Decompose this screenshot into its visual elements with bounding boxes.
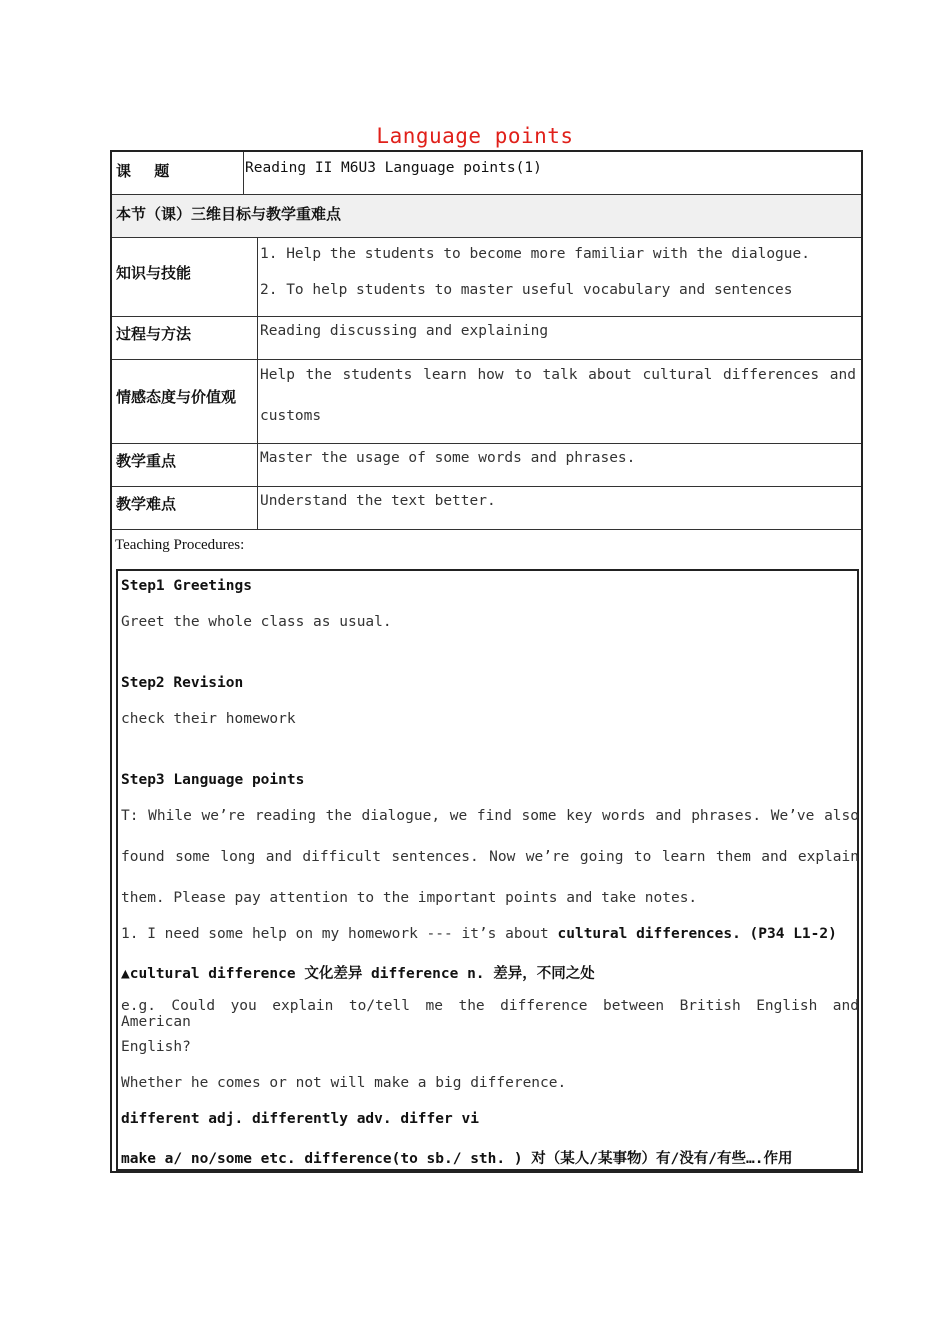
attitude-label: 情感态度与价值观 bbox=[116, 388, 237, 406]
key-points-row bbox=[112, 444, 861, 487]
teaching-procedures-label: Teaching Procedures: bbox=[115, 537, 245, 553]
process-row bbox=[112, 317, 861, 360]
word-forms-line: different adj. differently adv. differ vi bbox=[121, 1111, 479, 1127]
process-label: 过程与方法 bbox=[116, 325, 192, 343]
topic-value: Reading II M6U3 Language points(1) bbox=[245, 160, 542, 176]
topic-row bbox=[112, 152, 861, 195]
step3-paragraph-line-1: T: While we’re reading the dialogue, we find some key words and phrases. We’ve also bbox=[121, 808, 859, 824]
step2-text: check their homework bbox=[121, 711, 296, 727]
attitude-line-2: customs bbox=[260, 408, 322, 424]
step2-title: Step2 Revision bbox=[121, 675, 244, 691]
step3-title: Step3 Language points bbox=[121, 772, 305, 788]
cultural-difference-line: ▲cultural difference 文化差异 difference n. 差异，不同之处 bbox=[121, 966, 595, 982]
difficult-points-label: 教学难点 bbox=[116, 495, 177, 513]
attitude-row bbox=[112, 360, 861, 444]
knowledge-label: 知识与技能 bbox=[116, 264, 192, 282]
lesson-plan-table bbox=[110, 150, 863, 1173]
objectives-header-row bbox=[112, 195, 861, 238]
step3-paragraph-line-2: found some long and difficult sentences. Now we’re going to learn them and explain bbox=[121, 849, 859, 865]
whether-line: Whether he comes or not will make a big difference. bbox=[121, 1075, 567, 1091]
objectives-header: 本节（课）三维目标与教学重难点 bbox=[116, 205, 342, 223]
topic-label: 课 题 bbox=[116, 162, 171, 180]
step3-paragraph-line-3: them. Please pay attention to the important points and take notes. bbox=[121, 890, 698, 906]
point1-prefix: 1. I need some help on my homework --- it’s about bbox=[121, 926, 549, 942]
point1-line bbox=[121, 926, 837, 942]
point1-bold: cultural differences. (P34 L1-2) bbox=[557, 926, 837, 942]
example-line-2: English? bbox=[121, 1039, 191, 1055]
key-points-line-1: Master the usage of some words and phrases. bbox=[260, 450, 636, 466]
step1-title: Step1 Greetings bbox=[121, 578, 252, 594]
process-line-1: Reading discussing and explaining bbox=[260, 323, 549, 339]
example-line-1: e.g. Could you explain to/tell me the difference between British English and American bbox=[121, 998, 859, 1030]
procedures-box bbox=[116, 569, 859, 1171]
knowledge-line-1: 1. Help the students to become more familiar with the dialogue. bbox=[260, 246, 810, 262]
difficult-points-line-1: Understand the text better. bbox=[260, 493, 496, 509]
key-points-label: 教学重点 bbox=[116, 452, 177, 470]
step1-text: Greet the whole class as usual. bbox=[121, 614, 392, 630]
difficult-points-row bbox=[112, 487, 861, 530]
page-title: Language points bbox=[376, 124, 574, 148]
attitude-line-1: Help the students learn how to talk about cultural differences and bbox=[260, 367, 856, 383]
make-difference-line: make a/ no/some etc. difference(to sb./ sth. ) 对（某人/某事物）有/没有/有些….作用 bbox=[121, 1151, 793, 1167]
knowledge-row bbox=[112, 238, 861, 317]
knowledge-line-2: 2. To help students to master useful vocabulary and sentences bbox=[260, 282, 793, 298]
